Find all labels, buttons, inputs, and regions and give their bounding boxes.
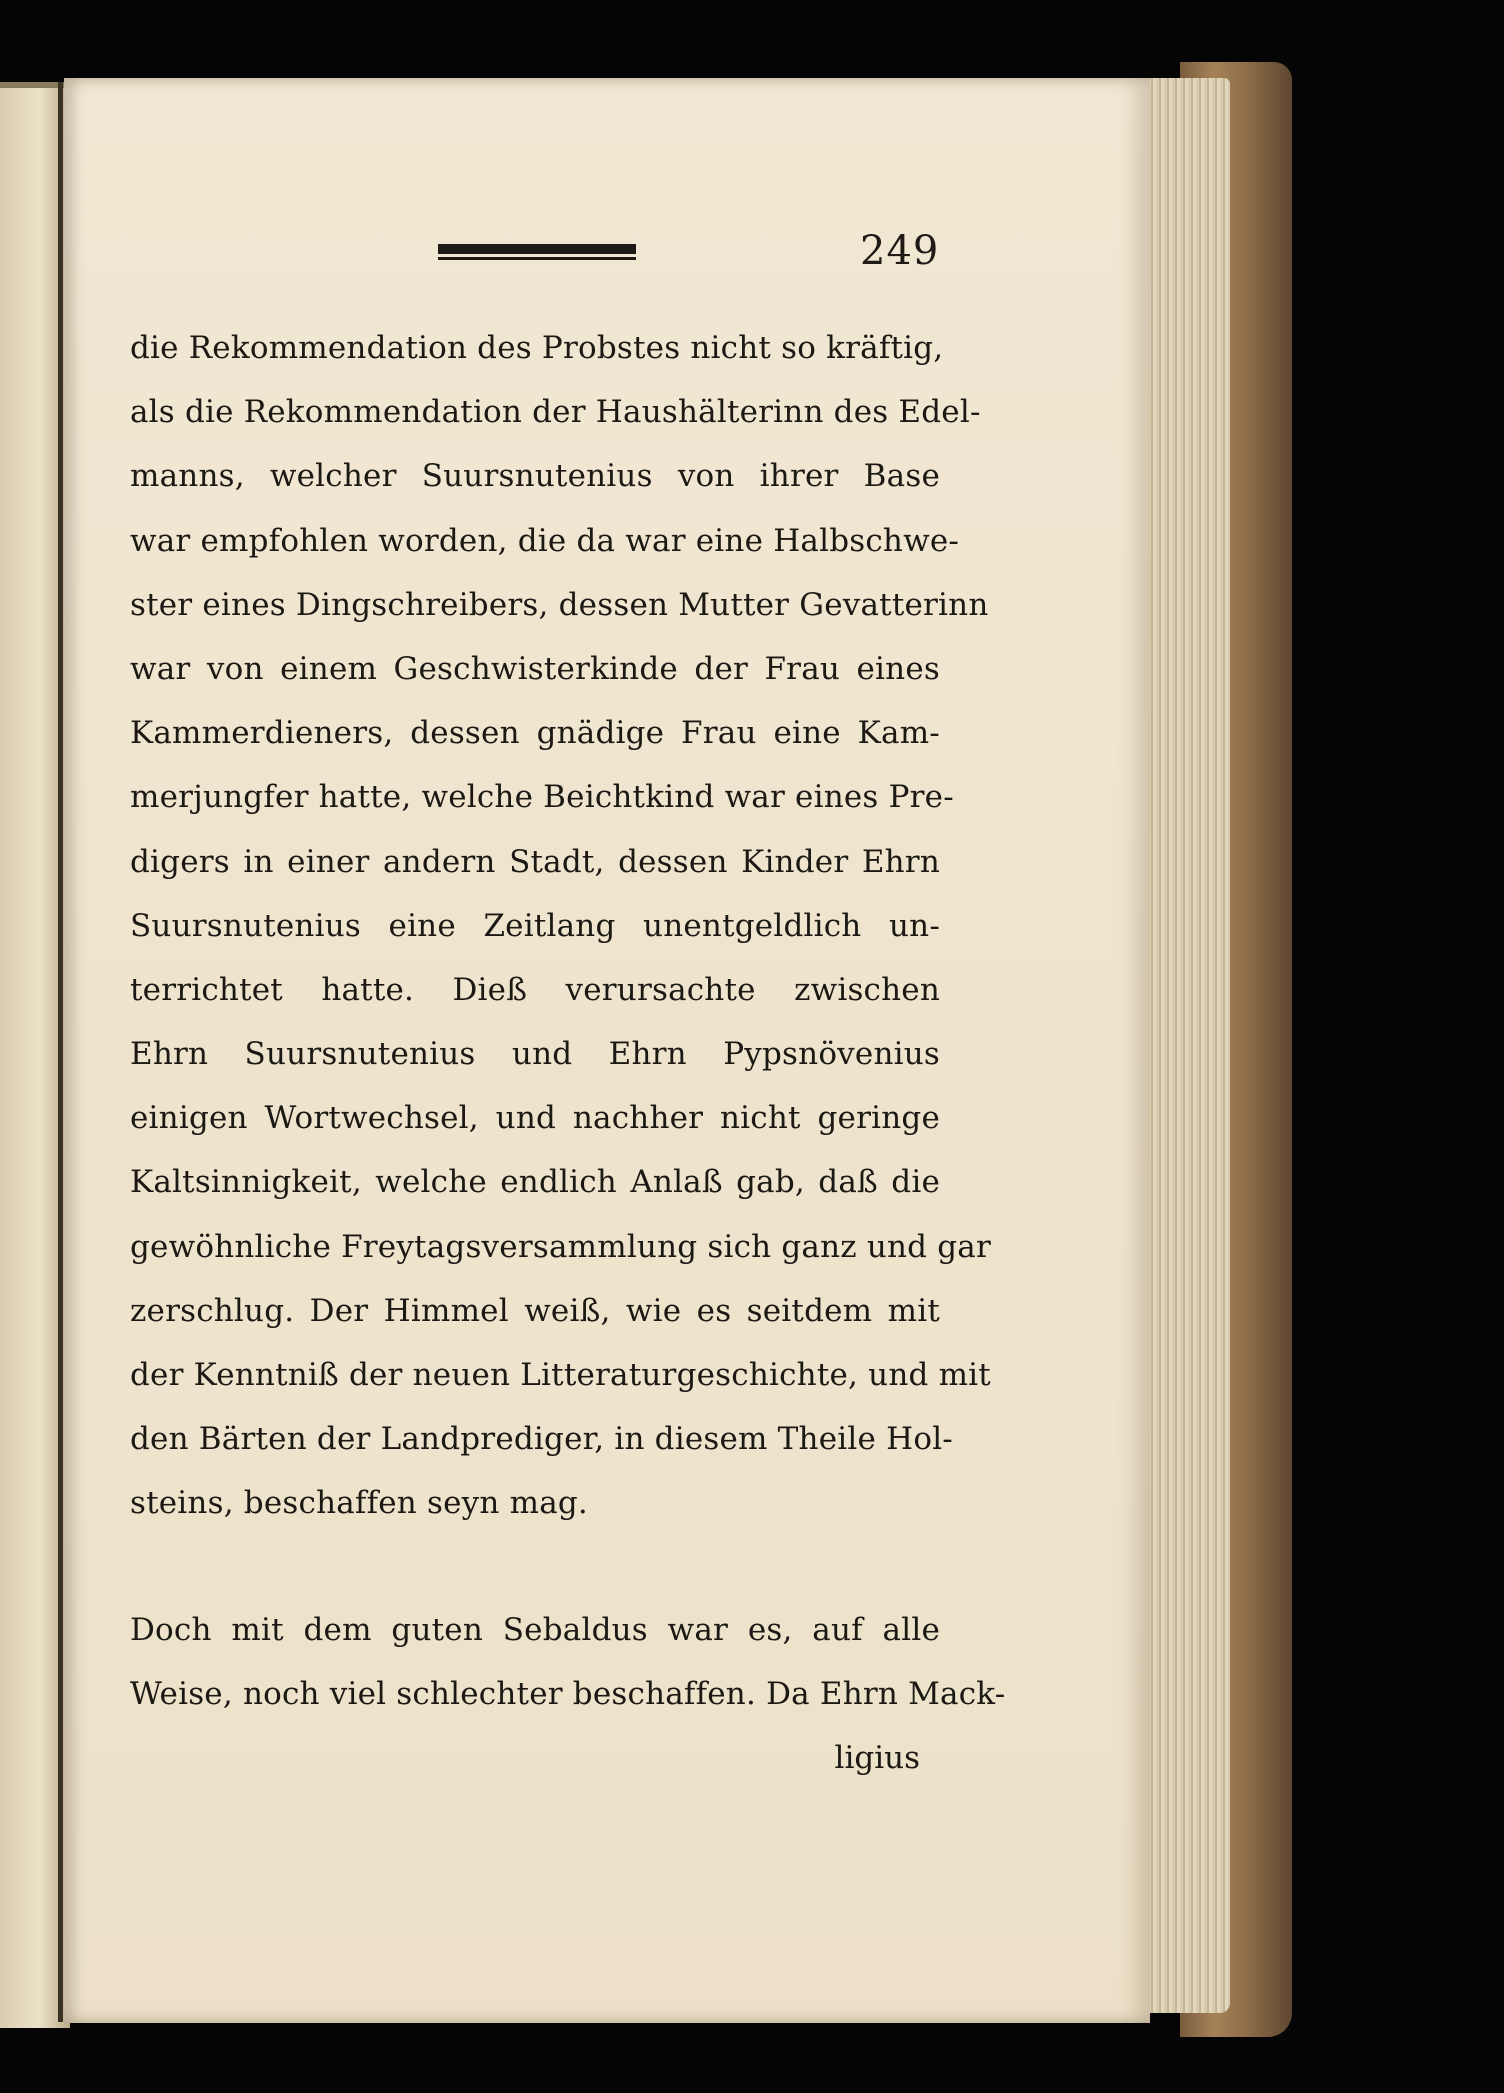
page-number: 249 — [860, 228, 940, 274]
text-line: Suursnutenius eine Zeitlang unentgeldlich un- — [130, 907, 940, 944]
text-line: den Bärten der Landprediger, in diesem Theile Hol- — [130, 1421, 953, 1458]
text-line: als die Rekommendation der Haushälterinn des Edel- — [130, 394, 981, 431]
text-line: Weise, noch viel schlechter beschaffen. Da Ehrn Mack- — [130, 1675, 1006, 1712]
paragraph-1 — [130, 316, 992, 1536]
text-line: einigen Wortwechsel, und nachher nicht geringe — [130, 1100, 940, 1137]
text-line: terrichtet hatte. Dieß verursachte zwischen — [130, 971, 940, 1008]
text-line: steins, beschaffen seyn mag. — [130, 1485, 588, 1522]
text-line: Doch mit dem guten Sebaldus war es, auf alle — [130, 1611, 940, 1648]
catchword: ligius — [834, 1739, 920, 1776]
paragraph-2 — [130, 1598, 1006, 1726]
page-edges — [1140, 78, 1230, 2013]
text-line: war empfohlen worden, die da war eine Halbschwe- — [130, 522, 960, 559]
gutter-shadow — [58, 82, 63, 2022]
text-line: zerschlug. Der Himmel weiß, wie es seitdem mit — [130, 1292, 940, 1329]
text-line: Ehrn Suursnutenius und Ehrn Pypsnövenius — [130, 1036, 940, 1073]
text-line: der Kenntniß der neuen Litteraturgeschichte, und mit — [130, 1357, 991, 1393]
text-line: Kammerdieners, dessen gnädige Frau eine Kam- — [130, 715, 940, 752]
text-line: merjungfer hatte, welche Beichtkind war eines Pre- — [130, 779, 954, 816]
text-line: war von einem Geschwisterkinde der Frau eines — [130, 650, 940, 687]
text-line: manns, welcher Suursnutenius von ihrer Base — [130, 458, 940, 495]
text-line: gewöhnliche Freytagsversammlung sich ganz und gar — [130, 1228, 992, 1265]
text-line: digers in einer andern Stadt, dessen Kinder Ehrn — [130, 843, 940, 880]
header-rule — [438, 244, 636, 254]
text-line: Kaltsinnigkeit, welche endlich Anlaß gab, daß die — [130, 1164, 940, 1201]
text-line: ster eines Dingschreibers, dessen Mutter Gevatterinn — [130, 586, 989, 623]
page-body — [130, 316, 1006, 1790]
text-line: die Rekommendation des Probstes nicht so kräftig, — [130, 330, 944, 366]
